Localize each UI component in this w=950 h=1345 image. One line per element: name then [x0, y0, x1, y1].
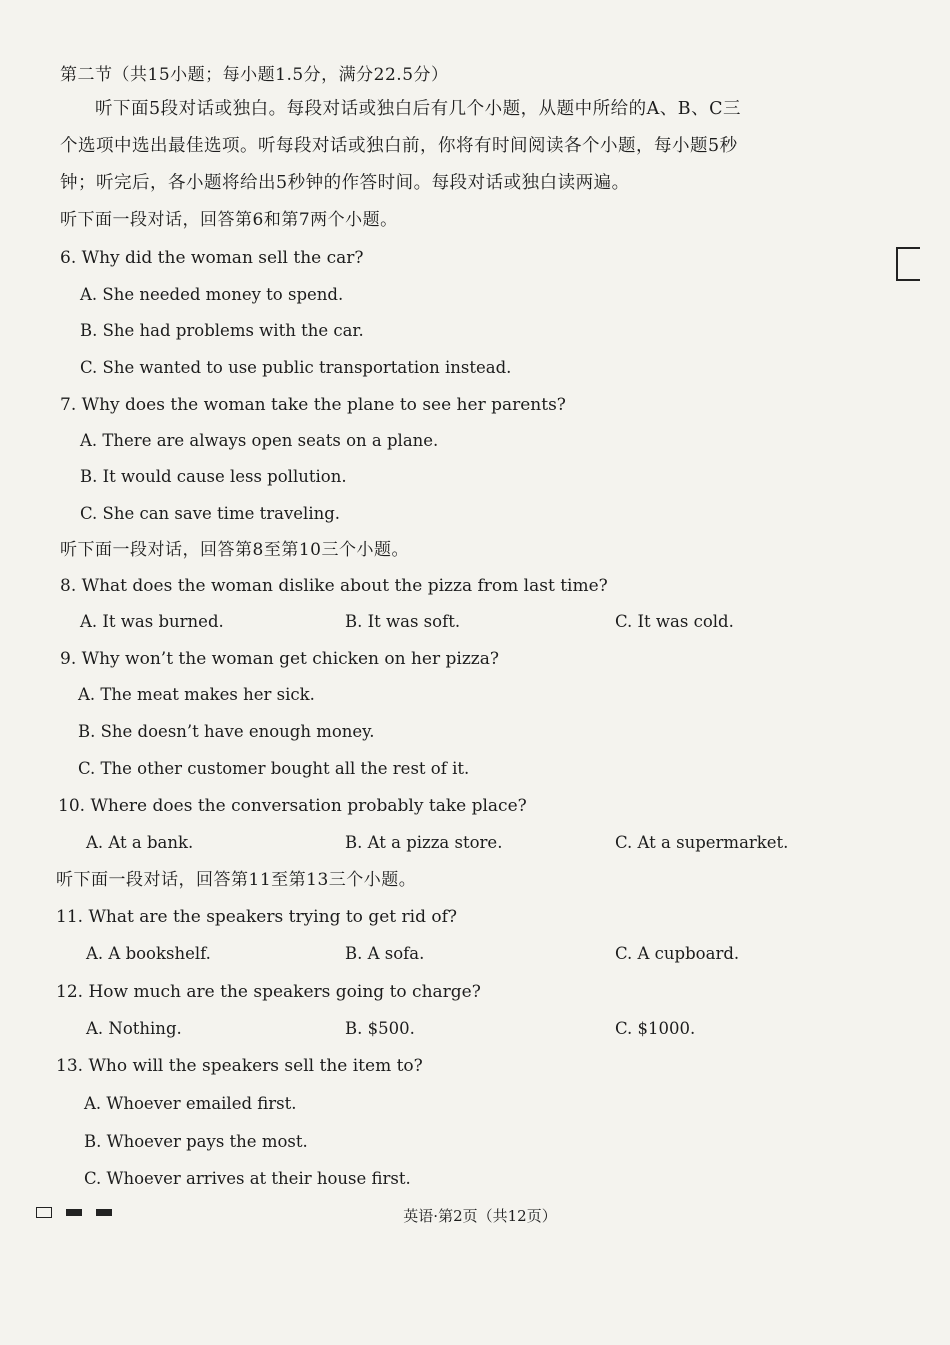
- q9-option-a: A. The meat makes her sick.: [78, 685, 315, 704]
- q6-option-a: A. She needed money to spend.: [80, 285, 344, 304]
- q10-option-c: C. At a supermarket.: [615, 833, 789, 852]
- hollow-mark-icon: [36, 1207, 52, 1218]
- q11-option-c: C. A cupboard.: [615, 944, 740, 963]
- solid-mark-icon: [96, 1209, 112, 1216]
- bleed-through-shadow: [600, 240, 900, 1140]
- group-heading-6-7: 听下面一段对话，回答第6和第7两个小题。: [60, 210, 398, 230]
- q8-option-b: B. It was soft.: [345, 612, 461, 631]
- q10-option-a: A. At a bank.: [86, 833, 194, 852]
- q9-option-b: B. She doesn’t have enough money.: [78, 722, 375, 741]
- question-9: 9. Why won’t the woman get chicken on her pizza?: [60, 649, 499, 669]
- group-heading-11-13: 听下面一段对话，回答第11至第13三个小题。: [56, 870, 417, 890]
- q11-option-a: A. A bookshelf.: [86, 944, 211, 963]
- q8-option-a: A. It was burned.: [80, 612, 224, 631]
- q7-option-a: A. There are always open seats on a plane.: [80, 431, 439, 450]
- q11-option-b: B. A sofa.: [345, 944, 425, 963]
- question-8: 8. What does the woman dislike about the pizza from last time?: [60, 576, 608, 596]
- q6-option-c: C. She wanted to use public transportation instead.: [80, 358, 512, 377]
- q13-option-c: C. Whoever arrives at their house first.: [84, 1169, 411, 1188]
- question-13: 13. Who will the speakers sell the item to?: [56, 1056, 423, 1076]
- q13-option-b: B. Whoever pays the most.: [84, 1132, 308, 1151]
- q9-option-c: C. The other customer bought all the rest of it.: [78, 759, 470, 778]
- instructions-line-1: 听下面5段对话或独白。每段对话或独白后有几个小题，从题中所给的A、B、C三: [95, 99, 742, 119]
- question-7: 7. Why does the woman take the plane to see her parents?: [60, 395, 566, 415]
- q7-option-b: B. It would cause less pollution.: [80, 467, 347, 486]
- margin-bracket: [896, 247, 920, 281]
- solid-mark-icon: [66, 1209, 82, 1216]
- instructions-line-2: 个选项中选出最佳选项。听每段对话或独白前，你将有时间阅读各个小题，每小题5秒: [60, 136, 738, 156]
- question-10: 10. Where does the conversation probably take place?: [58, 796, 527, 816]
- question-11: 11. What are the speakers trying to get rid of?: [56, 907, 457, 927]
- group-heading-8-10: 听下面一段对话，回答第8至第10三个小题。: [60, 540, 409, 560]
- print-registration-marks: [36, 1207, 112, 1218]
- q12-option-c: C. $1000.: [615, 1019, 696, 1038]
- q7-option-c: C. She can save time traveling.: [80, 504, 341, 523]
- question-12: 12. How much are the speakers going to charge?: [56, 982, 481, 1002]
- q12-option-a: A. Nothing.: [86, 1019, 182, 1038]
- section-title: 第二节（共15小题；每小题1.5分，满分22.5分）: [60, 65, 449, 85]
- question-6: 6. Why did the woman sell the car?: [60, 248, 364, 268]
- q8-option-c: C. It was cold.: [615, 612, 734, 631]
- page-footer: 英语·第2页（共12页）: [403, 1207, 557, 1225]
- q12-option-b: B. $500.: [345, 1019, 415, 1038]
- q13-option-a: A. Whoever emailed first.: [84, 1094, 297, 1113]
- instructions-line-3: 钟；听完后，各小题将给出5秒钟的作答时间。每段对话或独白读两遍。: [60, 173, 630, 193]
- q6-option-b: B. She had problems with the car.: [80, 321, 364, 340]
- q10-option-b: B. At a pizza store.: [345, 833, 503, 852]
